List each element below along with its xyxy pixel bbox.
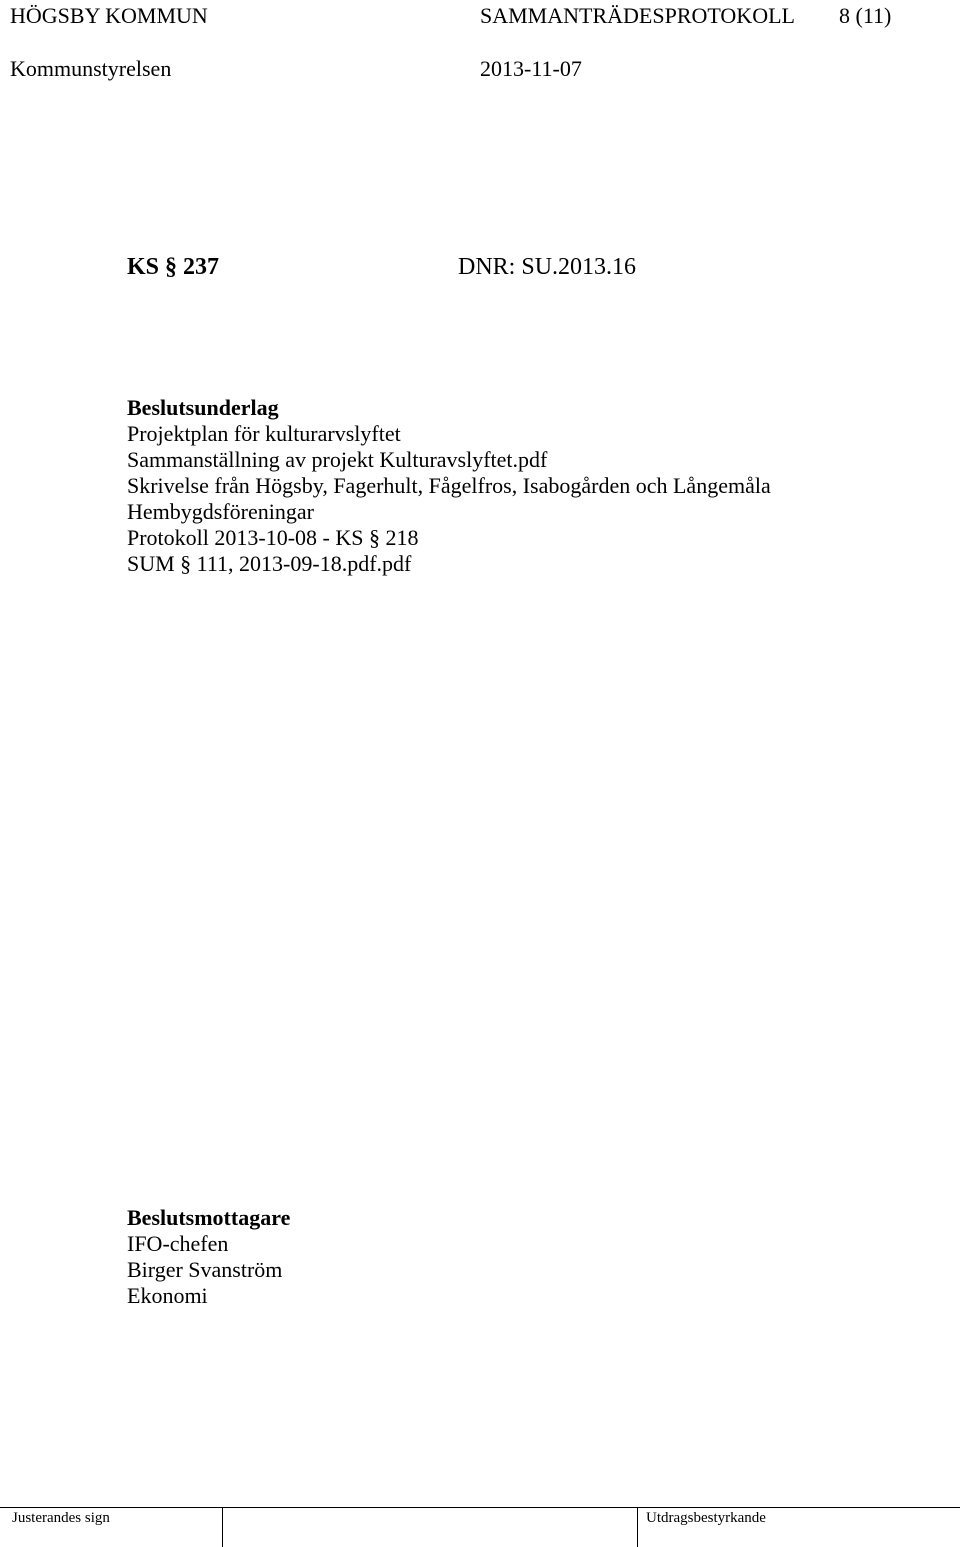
page-number: 8 (11) [839, 3, 892, 28]
footer-divider [0, 1507, 960, 1508]
committee-name: Kommunstyrelsen [10, 56, 172, 81]
basis-item: Sammanställning av projekt Kulturavslyftet.pdf [127, 447, 548, 472]
recipient-item: IFO-chefen [127, 1231, 229, 1256]
recipient-item: Birger Svanström [127, 1257, 283, 1282]
case-number: KS § 237 [127, 254, 220, 280]
decision-recipients-heading: Beslutsmottagare [127, 1205, 291, 1230]
basis-item: Skrivelse från Högsby, Fagerhult, Fågelfros, Isabogården och Långemåla [127, 473, 771, 498]
footer-column-divider [222, 1507, 223, 1547]
recipient-item: Ekonomi [127, 1283, 208, 1308]
document-type: SAMMANTRÄDESPROTOKOLL [480, 3, 795, 28]
basis-item: SUM § 111, 2013-09-18.pdf.pdf [127, 551, 412, 576]
decision-basis-section [127, 395, 771, 577]
municipality-name: HÖGSBY KOMMUN [10, 3, 208, 28]
extract-certification-label: Utdragsbestyrkande [646, 1510, 766, 1526]
meeting-date: 2013-11-07 [480, 56, 582, 81]
basis-item: Protokoll 2013-10-08 - KS § 218 [127, 525, 419, 550]
decision-recipients-section [127, 1205, 290, 1309]
basis-item: Projektplan för kulturarvslyftet [127, 421, 401, 446]
basis-item: Hembygdsföreningar [127, 499, 314, 524]
footer-column-divider [637, 1507, 638, 1547]
adjuster-signature-label: Justerandes sign [12, 1510, 110, 1526]
registration-number: DNR: SU.2013.16 [458, 254, 637, 280]
decision-basis-heading: Beslutsunderlag [127, 395, 279, 420]
